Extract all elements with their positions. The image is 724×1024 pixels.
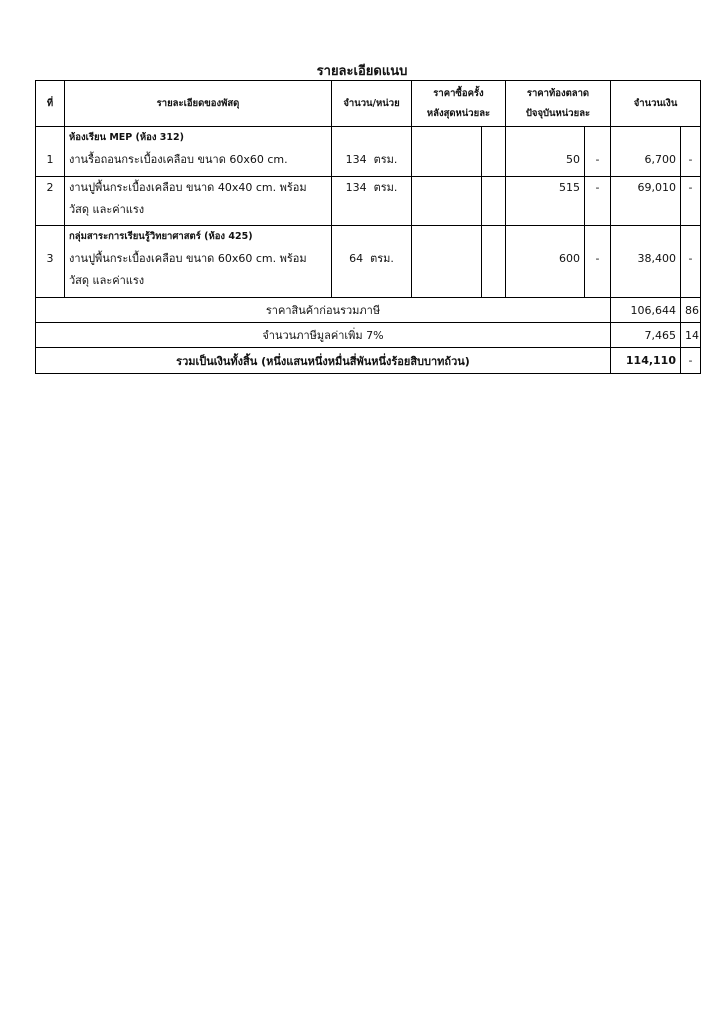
vat-value: 7,465: [611, 323, 681, 348]
row-qty: 134: [345, 181, 367, 194]
row-market-price: 515: [559, 181, 580, 194]
row-no: 2: [46, 181, 54, 194]
section-title: ห้องเรียน MEP (ห้อง 312): [69, 132, 184, 143]
row-last-price-dec: [482, 177, 506, 226]
row-last-price: [412, 127, 482, 177]
row-last-price: [412, 177, 482, 226]
subtotal-decimal: 86: [681, 298, 701, 323]
subtotal-row: [36, 298, 701, 323]
table-row: [36, 127, 701, 177]
row-unit: ตรม.: [373, 181, 398, 194]
row-qty-cell: [332, 127, 412, 177]
subtotal-label: ราคาสินค้าก่อนรวมภาษี: [36, 298, 611, 323]
row-qty-cell: [332, 226, 412, 298]
total-row: [36, 348, 701, 374]
row-market-price-dec-cell: [585, 177, 611, 226]
header-last-price: [412, 81, 506, 127]
row-last-price-dec: [482, 226, 506, 298]
row-description-cell: [65, 226, 332, 298]
header-last-price-line1: ราคาซื้อครั้ง: [433, 87, 484, 99]
items-table: [35, 80, 701, 374]
row-description-line1: งานรื้อถอนกระเบื้องเคลือบ ขนาด 60x60 cm.: [69, 153, 288, 166]
row-no-cell: [36, 127, 65, 177]
row-description-cell: [65, 177, 332, 226]
row-amount-cell: [611, 177, 681, 226]
total-decimal: -: [681, 348, 701, 374]
row-description-line2: วัสดุ และค่าแรง: [69, 203, 145, 216]
row-market-price-dec: -: [595, 181, 600, 194]
row-amount-dec-cell: [681, 127, 701, 177]
header-amount: จำนวนเงิน: [611, 81, 701, 127]
header-market-price-line2: ปัจจุบันหน่วยละ: [525, 107, 591, 119]
vat-decimal: 14: [681, 323, 701, 348]
row-market-price: 600: [559, 252, 580, 265]
row-amount-cell: [611, 226, 681, 298]
total-value: 114,110: [611, 348, 681, 374]
subtotal-value: 106,644: [611, 298, 681, 323]
row-amount-dec: -: [688, 181, 693, 194]
row-description-cell: [65, 127, 332, 177]
header-no: ที่: [36, 81, 65, 127]
row-no: 1: [46, 153, 54, 166]
row-no-cell: [36, 226, 65, 298]
row-qty: 64: [349, 252, 364, 265]
row-no-cell: [36, 177, 65, 226]
row-amount-dec: -: [688, 252, 693, 265]
row-amount: 69,010: [637, 181, 676, 194]
row-unit: ตรม.: [370, 252, 394, 265]
document-title: รายละเอียดแนบ: [316, 64, 408, 79]
row-amount: 6,700: [644, 153, 676, 166]
row-market-price-dec-cell: [585, 226, 611, 298]
row-amount: 38,400: [637, 252, 676, 265]
row-amount-cell: [611, 127, 681, 177]
row-amount-dec-cell: [681, 226, 701, 298]
row-description-line1: งานปูพื้นกระเบื้องเคลือบ ขนาด 60x60 cm. พร้อม: [69, 252, 307, 265]
vat-label: จำนวนภาษีมูลค่าเพิ่ม 7%: [36, 323, 611, 348]
row-amount-dec-cell: [681, 177, 701, 226]
row-market-price-cell: [506, 226, 585, 298]
row-market-price-cell: [506, 177, 585, 226]
header-last-price-line2: หลังสุดหน่วยละ: [426, 107, 491, 119]
row-market-price-dec: -: [595, 153, 600, 166]
header-qty-unit: จำนวน/หน่วย: [332, 81, 412, 127]
header-row: [36, 81, 701, 127]
row-description-line1: งานปูพื้นกระเบื้องเคลือบ ขนาด 40x40 cm. พร้อม: [69, 181, 307, 194]
row-description-line2: วัสดุ และค่าแรง: [69, 274, 145, 287]
row-qty-cell: [332, 177, 412, 226]
vat-row: [36, 323, 701, 348]
row-market-price-dec: -: [595, 252, 600, 265]
table-row: [36, 226, 701, 298]
row-market-price-dec-cell: [585, 127, 611, 177]
row-amount-dec: -: [688, 153, 693, 166]
header-market-price: [506, 81, 611, 127]
row-unit: ตรม.: [373, 153, 398, 166]
row-last-price-dec: [482, 127, 506, 177]
section-title: กลุ่มสาระการเรียนรู้วิทยาศาสตร์ (ห้อง 425): [69, 231, 253, 242]
row-last-price: [412, 226, 482, 298]
header-market-price-line1: ราคาท้องตลาด: [526, 87, 590, 99]
row-market-price-cell: [506, 127, 585, 177]
row-qty: 134: [345, 153, 367, 166]
row-no: 3: [46, 252, 54, 265]
table-row: [36, 177, 701, 226]
total-label: รวมเป็นเงินทั้งสิ้น (หนึ่งแสนหนึ่งหมื่นสี่พันหนึ่งร้อยสิบบาทถ้วน): [36, 348, 611, 374]
header-description: รายละเอียดของพัสดุ: [65, 81, 332, 127]
row-market-price: 50: [566, 153, 580, 166]
